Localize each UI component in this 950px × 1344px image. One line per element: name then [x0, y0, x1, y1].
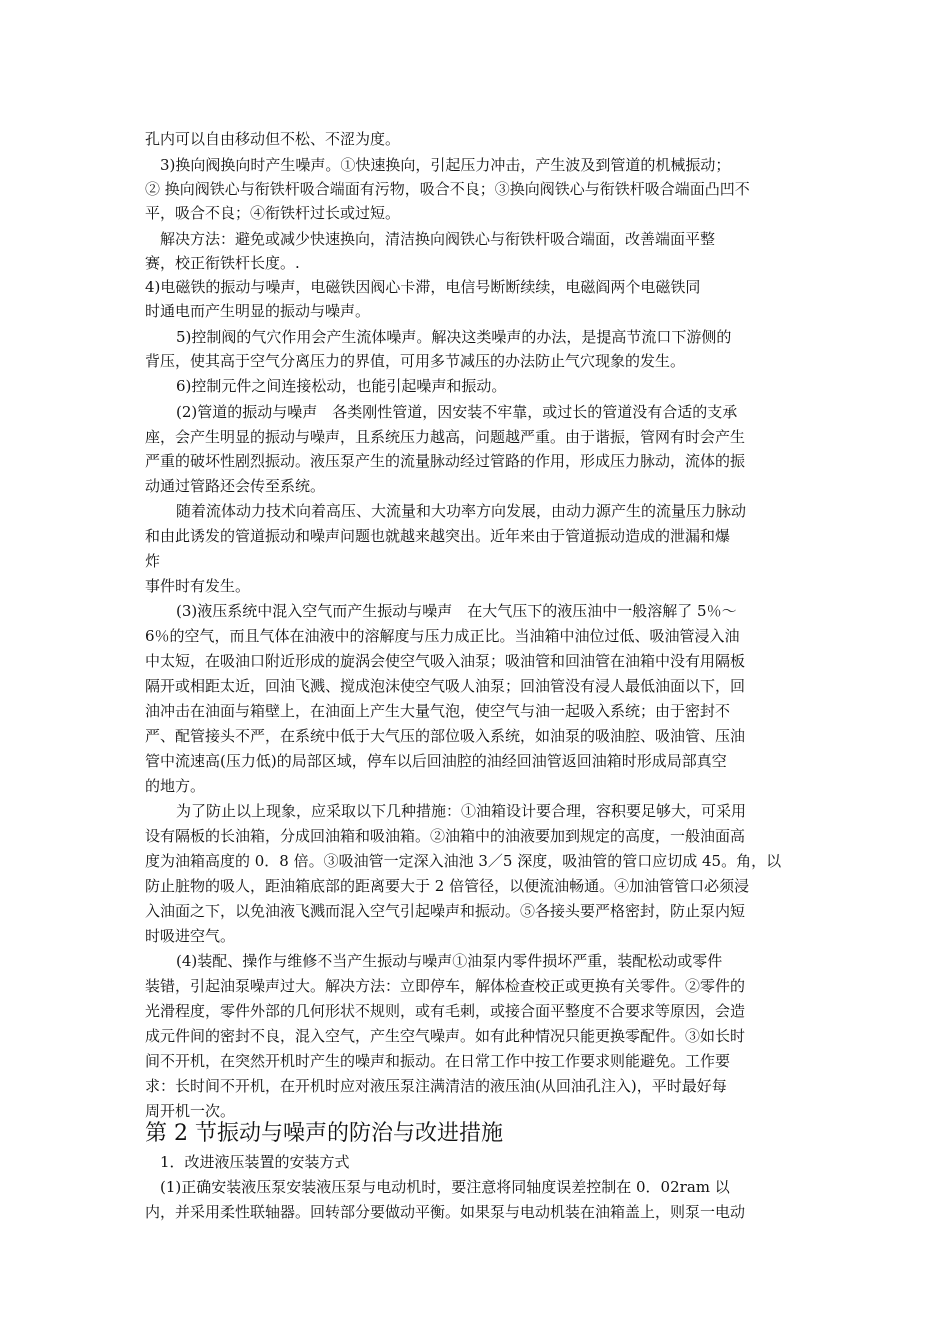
section-heading: 第 2 节振动与噪声的防治与改进措施 [145, 1121, 503, 1146]
text-line: 入油面之下，以免油液飞溅而混入空气引起噪声和振动。⑤各接头要严格密封，防止泵内短 [145, 902, 746, 920]
text-line: 的地方。 [145, 777, 206, 795]
text-line: 平，吸合不良；④衔铁杆过长或过短。 [145, 204, 401, 222]
text-line: 炸 [145, 552, 161, 570]
text-line: 5)控制阀的气穴作用会产生流体噪声。解决这类噪声的办法，是提高节流口下游侧的 [176, 328, 732, 346]
text-line: (3)液压系统中混入空气而产生振动与噪声 在大气压下的液压油中一般溶解了 5％～ [176, 602, 737, 620]
text-line: 严、配管接头不严，在系统中低于大气压的部位吸入系统，如油泵的吸油腔、吸油管、压油 [145, 727, 746, 745]
text-line: 3)换向阀换向时产生噪声。①快速换向，引起压力冲击，产生波及到管道的机械振动； [160, 156, 731, 174]
text-line: 座，会产生明显的振动与噪声，且系统压力越高，问题越严重。由于谐振，管网有时会产生 [145, 428, 746, 446]
text-line: 和由此诱发的管道振动和噪声问题也就越来越突出。近年来由于管道振动造成的泄漏和爆 [145, 527, 731, 545]
text-line: 光滑程度，零件外部的几何形状不规则，或有毛刺，或接合面平整度不合要求等原因，会造 [145, 1002, 746, 1020]
text-line: (2)管道的振动与噪声 各类刚性管道，因安装不牢靠，或过长的管道没有合适的支承 [176, 403, 738, 421]
text-line: 内，并采用柔性联轴器。回转部分要做动平衡。如果泵与电动机装在油箱盖上，则泵一电动 [145, 1203, 746, 1221]
text-line: 管中流速高(压力低)的局部区域，停车以后回油腔的油经回油管返回油箱时形成局部真空 [145, 752, 727, 770]
text-line: 周开机一次。 [145, 1102, 236, 1120]
text-line: 隔开或相距太近，回油飞溅、搅成泡沫使空气吸人油泵；回油管没有浸人最低油面以下，回 [145, 677, 746, 695]
text-line: 时通电而产生明显的振动与噪声。 [145, 302, 371, 320]
text-line: 随着流体动力技术向着高压、大流量和大功率方向发展，由动力源产生的流量压力脉动 [176, 502, 747, 520]
text-line: (4)装配、操作与维修不当产生振动与噪声①油泵内零件损坏严重，装配松动或零件 [176, 952, 723, 970]
text-line: 时吸进空气。 [145, 927, 236, 945]
text-line: 孔内可以自由移动但不松、不涩为度。 [145, 130, 401, 148]
text-line: 4)电磁铁的振动与噪声，电磁铁因阀心卡滞，电信号断断续续，电磁阎两个电磁铁同 [145, 278, 701, 296]
text-line: 间不开机，在突然开机时产生的噪声和振动。在日常工作中按工作要求则能避免。工作要 [145, 1052, 731, 1070]
text-line: 设有隔板的长油箱，分成回油箱和吸油箱。②油箱中的油液要加到规定的高度，一般油面高 [145, 827, 746, 845]
text-line: ② 换向阀铁心与衔铁杆吸合端面有污物，吸合不良；③换向阀铁心与衔铁杆吸合端面凸凹不 [145, 180, 750, 198]
text-line: (1)正确安装液压泵安装液压泵与电动机时，要注意将同轴度误差控制在 0．02ram 以 [160, 1178, 730, 1196]
text-line: 6)控制元件之间连接松动，也能引起噪声和振动。 [176, 377, 507, 395]
text-line: 求：长时间不开机，在开机时应对液压泵注满清洁的液压油(从回油孔注入)，平时最好每 [145, 1077, 727, 1095]
text-line: 背压，使其高于空气分离压力的界值，可用多节减压的办法防止气穴现象的发生。 [145, 352, 686, 370]
text-line: 成元件间的密封不良，混入空气，产生空气噪声。如有此种情况只能更换零配件。③如长时 [145, 1027, 746, 1045]
text-line: 严重的破坏性剧烈振动。液压泵产生的流量脉动经过管路的作用，形成压力脉动，流体的振 [145, 452, 746, 470]
text-line: 为了防止以上现象，应采取以下几种措施：①油箱设计要合理，容积要足够大，可采用 [176, 802, 747, 820]
text-line: 动通过管路还会传至系统。 [145, 477, 326, 495]
text-line: 解决方法：避免或减少快速换向，清洁换向阀铁心与衔铁杆吸合端面，改善端面平整 [160, 230, 716, 248]
text-line: 防止脏物的吸人，距油箱底部的距离要大于 2 倍管径，以便流油畅通。④加油管管口必须浸 [145, 877, 750, 895]
text-line: 装错，引起油泵噪声过大。解决方法：立即停车，解体检查校正或更换有关零件。②零件的 [145, 977, 746, 995]
text-line: 1．改进液压装置的安装方式 [160, 1153, 350, 1171]
text-line: 油冲击在油面与箱壁上，在油面上产生大量气泡，使空气与油一起吸入系统；由于密封不 [145, 702, 731, 720]
text-line: 赛，校正衔铁杆长度。. [145, 254, 300, 272]
text-line: 6％的空气，而且气体在油液中的溶解度与压力成正比。当油箱中油位过低、吸油管浸入油 [145, 627, 740, 645]
text-line: 中太短，在吸油口附近形成的旋涡会使空气吸入油泵；吸油管和回油管在油箱中没有用隔板 [145, 652, 746, 670]
text-line: 度为油箱高度的 0．8 倍。③吸油管一定深入油池 3／5 深度，吸油管的管口应切成 45。角，以 [145, 852, 782, 870]
text-line: 事件时有发生。 [145, 577, 251, 595]
